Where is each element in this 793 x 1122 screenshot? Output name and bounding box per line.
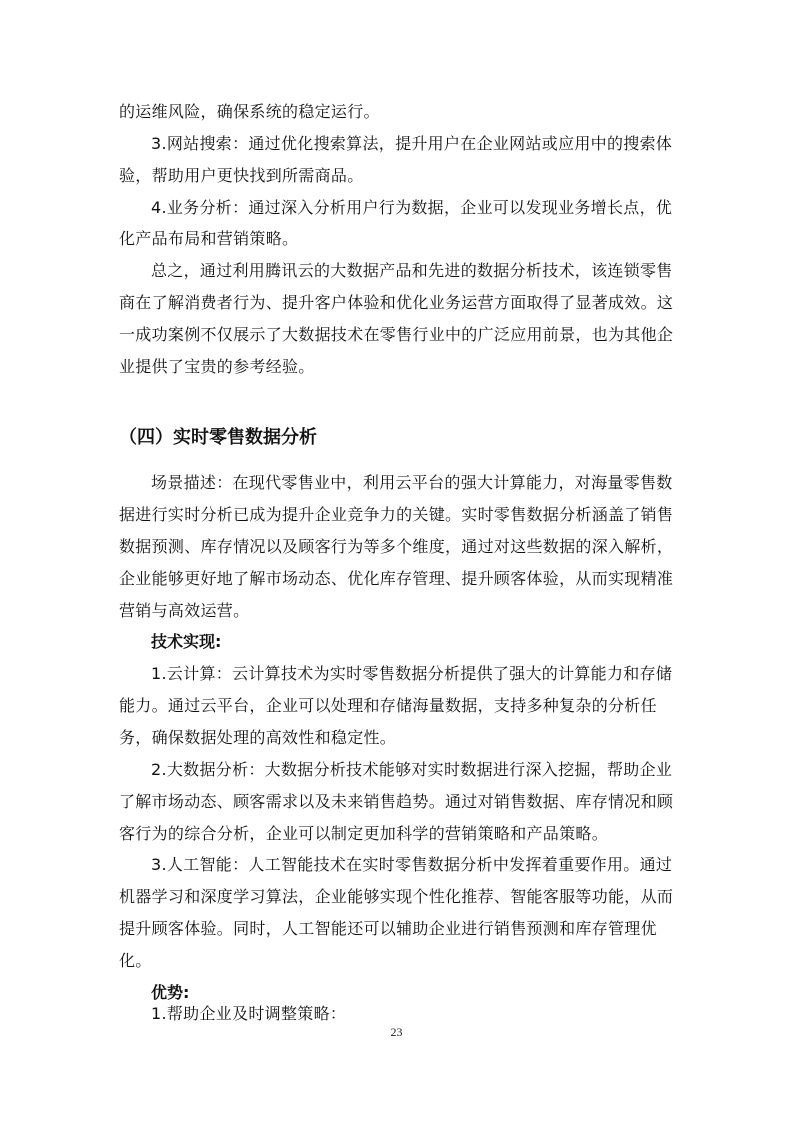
paragraph-line: 能力。通过云平台，企业可以处理和存储海量数据，支持多种复杂的分析任: [119, 696, 657, 715]
paragraph-line: 2.大数据分析：大数据分析技术能够对实时数据进行深入挖掘，帮助企业: [151, 760, 673, 779]
paragraph-line: 营销与高效运营。: [119, 601, 250, 620]
paragraph-line: 企业能够更好地了解市场动态、优化库存管理、提升顾客体验，从而实现精准: [119, 569, 674, 588]
paragraph-line: 务，确保数据处理的高效性和稳定性。: [119, 728, 397, 747]
paragraph-line: 验，帮助用户更快找到所需商品。: [119, 166, 364, 185]
paragraph-line: 机器学习和深度学习算法，企业能够实现个性化推荐、智能客服等功能，从而: [119, 887, 674, 906]
advantages-label: 优势:: [151, 983, 190, 1002]
page-number: 23: [390, 1025, 403, 1039]
paragraph-line: 化。: [119, 951, 152, 970]
paragraph-line: 3.网站搜索：通过优化搜索算法，提升用户在企业网站或应用中的搜索体: [151, 134, 673, 153]
paragraph-line: 商在了解消费者行为、提升客户体验和优化业务运营方面取得了显著成效。这: [119, 293, 674, 312]
paragraph-line: 4.业务分析：通过深入分析用户行为数据，企业可以发现业务增长点，优: [151, 198, 673, 217]
paragraph-line: 1.帮助企业及时调整策略：: [151, 1004, 347, 1023]
paragraph-line: 场景描述：在现代零售业中，利用云平台的强大计算能力，对海量零售数: [151, 473, 673, 492]
paragraph-line: 数据预测、库存情况以及顾客行为等多个维度，通过对这些数据的深入解析，: [119, 537, 674, 556]
section-heading: （四）实时零售数据分析: [119, 427, 317, 448]
paragraph-line: 一成功案例不仅展示了大数据技术在零售行业中的广泛应用前景，也为其他企: [119, 325, 674, 344]
paragraph-line: 的运维风险，确保系统的稳定运行。: [119, 102, 380, 121]
paragraph-line: 1.云计算：云计算技术为实时零售数据分析提供了强大的计算能力和存储: [151, 664, 673, 683]
paragraph-line: 3.人工智能：人工智能技术在实时零售数据分析中发挥着重要作用。通过: [151, 855, 673, 874]
paragraph-line: 提升顾客体验。同时，人工智能还可以辅助企业进行销售预测和库存管理优: [119, 919, 657, 938]
paragraph-line: 据进行实时分析已成为提升企业竞争力的关键。实时零售数据分析涵盖了销售: [119, 505, 674, 524]
paragraph-line: 了解市场动态、顾客需求以及未来销售趋势。通过对销售数据、库存情况和顾: [119, 792, 674, 811]
paragraph-line: 客行为的综合分析，企业可以制定更加科学的营销策略和产品策略。: [119, 824, 609, 843]
paragraph-line: 总之，通过利用腾讯云的大数据产品和先进的数据分析技术，该连锁零售: [151, 261, 673, 280]
tech-implementation-label: 技术实现:: [151, 632, 222, 651]
paragraph-line: 业提供了宝贵的参考经验。: [119, 357, 315, 376]
paragraph-line: 化产品布局和营销策略。: [119, 229, 299, 248]
